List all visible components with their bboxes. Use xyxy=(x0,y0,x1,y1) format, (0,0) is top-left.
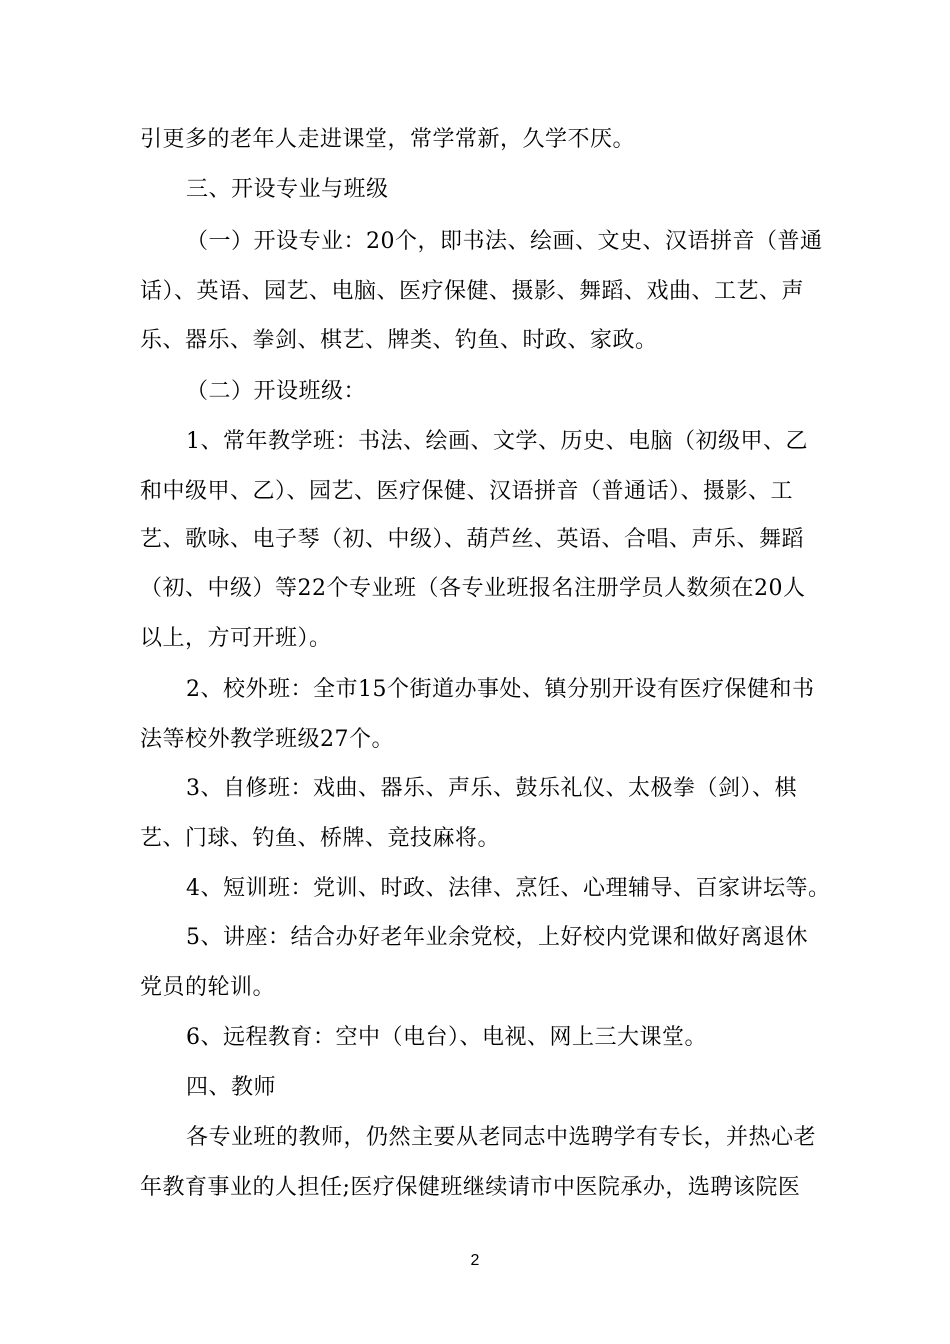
text-line-16: 4、短训班：党训、时政、法律、烹饪、心理辅导、百家讲坛等。 xyxy=(186,876,831,901)
text-line-4: 话）、英语、园艺、电脑、医疗保健、摄影、舞蹈、戏曲、工艺、声 xyxy=(140,279,805,304)
text-line-21: 各专业班的教师，仍然主要从老同志中选聘学有专长，并热心老 xyxy=(186,1125,817,1150)
text-line-14: 3、自修班：戏曲、器乐、声乐、鼓乐礼仪、太极拳（剑）、棋 xyxy=(186,776,797,801)
subheading-2: （二）开设班级： xyxy=(186,379,367,404)
text-line-1: 引更多的老年人走进课堂，常学常新，久学不厌。 xyxy=(140,127,636,152)
text-line-19: 6、远程教育：空中（电台）、电视、网上三大课堂。 xyxy=(186,1025,707,1050)
text-line-22: 年教育事业的人担任;医疗保健班继续请市中医院承办，选聘该院医 xyxy=(140,1175,801,1200)
page-number: 2 xyxy=(470,1252,480,1269)
text-line-3: （一）开设专业：20个，即书法、绘画、文史、汉语拼音（普通 xyxy=(186,229,823,254)
section-heading-4: 四、教师 xyxy=(186,1075,277,1100)
text-line-8: 和中级甲、乙）、园艺、医疗保健、汉语拼音（普通话）、摄影、工 xyxy=(140,479,794,504)
text-line-15: 艺、门球、钓鱼、桥牌、竞技麻将。 xyxy=(140,826,501,851)
section-heading-3: 三、开设专业与班级 xyxy=(186,177,389,202)
text-line-5: 乐、器乐、拳剑、棋艺、牌类、钓鱼、时政、家政。 xyxy=(140,328,658,353)
text-line-18: 党员的轮训。 xyxy=(140,975,276,1000)
text-line-9: 艺、歌咏、电子琴（初、中级）、葫芦丝、英语、合唱、声乐、舞蹈 xyxy=(140,527,805,552)
text-line-12: 2、校外班：全市15个街道办事处、镇分别开设有医疗保健和书 xyxy=(186,677,815,702)
text-line-17: 5、讲座：结合办好老年业余党校，上好校内党课和做好离退休 xyxy=(186,925,808,950)
text-line-11: 以上，方可开班）。 xyxy=(140,626,332,651)
text-line-10: （初、中级）等22个专业班（各专业班报名注册学员人数须在20人 xyxy=(140,576,806,601)
text-line-7: 1、常年教学班：书法、绘画、文学、历史、电脑（初级甲、乙 xyxy=(186,429,808,454)
text-line-13: 法等校外教学班级27个。 xyxy=(140,727,394,752)
